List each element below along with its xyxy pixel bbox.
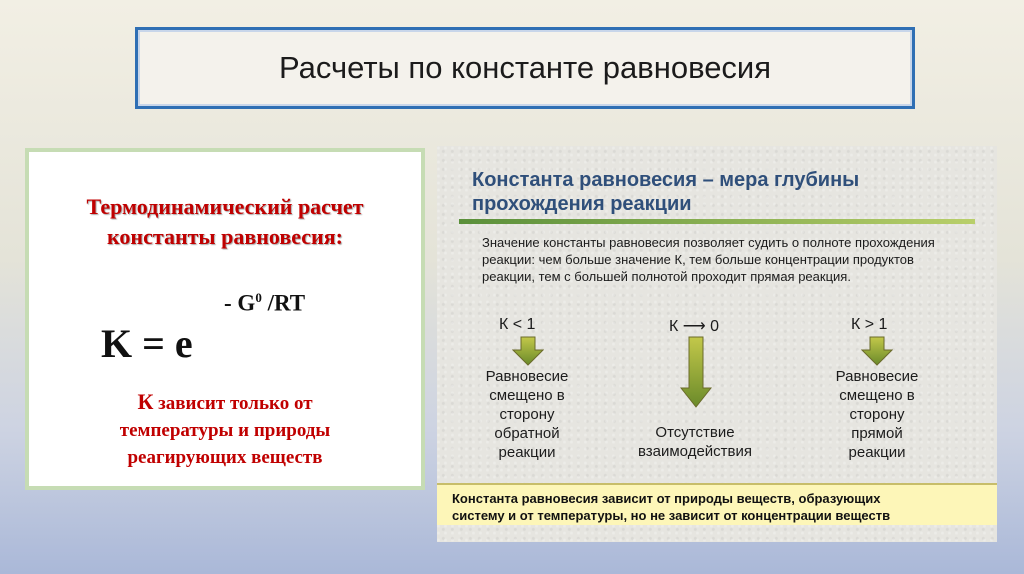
conclusion-line2: систему и от температуры, но не зависит от концентрации веществ xyxy=(452,508,891,523)
conclusion-box xyxy=(437,483,997,525)
case-less-line4: обратной xyxy=(494,425,560,442)
thermo-calc-panel xyxy=(25,148,425,490)
case-greater-line5: реакции xyxy=(848,444,906,461)
case-greater-line4: прямой xyxy=(851,425,903,442)
exponent-sup: 0 xyxy=(255,290,262,305)
heading-underline xyxy=(459,219,975,224)
down-arrow-icon xyxy=(861,336,893,366)
case-less-line2: смещено в xyxy=(489,387,565,404)
conclusion-line1: Константа равновесия зависит от природы веществ, образующих xyxy=(452,491,881,506)
case-text-greater xyxy=(817,367,937,462)
down-arrow-icon xyxy=(512,336,544,366)
down-arrow-icon xyxy=(680,336,712,408)
equilibrium-heading xyxy=(472,168,992,216)
equilibrium-panel xyxy=(437,146,997,542)
note-line3: реагирующих веществ xyxy=(127,447,323,468)
formula-base: K = e xyxy=(101,321,193,366)
thermo-heading-line2: константы равновесия: xyxy=(107,224,343,249)
dependency-note xyxy=(29,388,421,471)
case-greater-line3: сторону xyxy=(849,406,905,423)
note-line1: зависит только от xyxy=(153,393,313,414)
note-k: К xyxy=(137,389,154,414)
case-text-zero xyxy=(625,423,765,461)
case-greater-line2: смещено в xyxy=(839,387,915,404)
case-less-line1: Равновесие xyxy=(485,368,569,385)
case-text-less xyxy=(467,367,587,462)
case-less-line3: сторону xyxy=(499,406,555,423)
case-less-line5: реакции xyxy=(498,444,556,461)
title-box xyxy=(135,27,915,109)
slide-title: Расчеты по константе равновесия xyxy=(278,50,772,85)
case-greater-line1: Равновесие xyxy=(835,368,919,385)
equilibrium-heading-line1: Константа равновесия – мера глубины xyxy=(472,169,860,191)
case-zero-line2: взаимодействия xyxy=(637,443,753,460)
formula-exponent xyxy=(224,290,305,317)
note-line2: температуры и природы xyxy=(119,420,331,441)
equilibrium-paragraph: Значение константы равновесия позволяет судить о полноте прохождения реакции: чем больше значение К, тем больше концентрации продуктов реакции, тем с большей полнотой проходит прямая реакция. xyxy=(482,235,935,284)
exponent-suffix: /RT xyxy=(261,290,306,316)
thermo-heading xyxy=(29,192,421,252)
thermo-heading-line1: Термодинамический расчет xyxy=(86,194,364,219)
case-label-greater: К > 1 xyxy=(851,316,888,333)
case-label-less: К < 1 xyxy=(499,316,536,333)
case-label-zero: К ⟶ 0 xyxy=(669,318,720,335)
exponent-prefix: - G xyxy=(224,290,256,316)
equilibrium-heading-line2: прохождения реакции xyxy=(472,193,692,215)
case-zero-line1: Отсутствие xyxy=(655,424,735,441)
